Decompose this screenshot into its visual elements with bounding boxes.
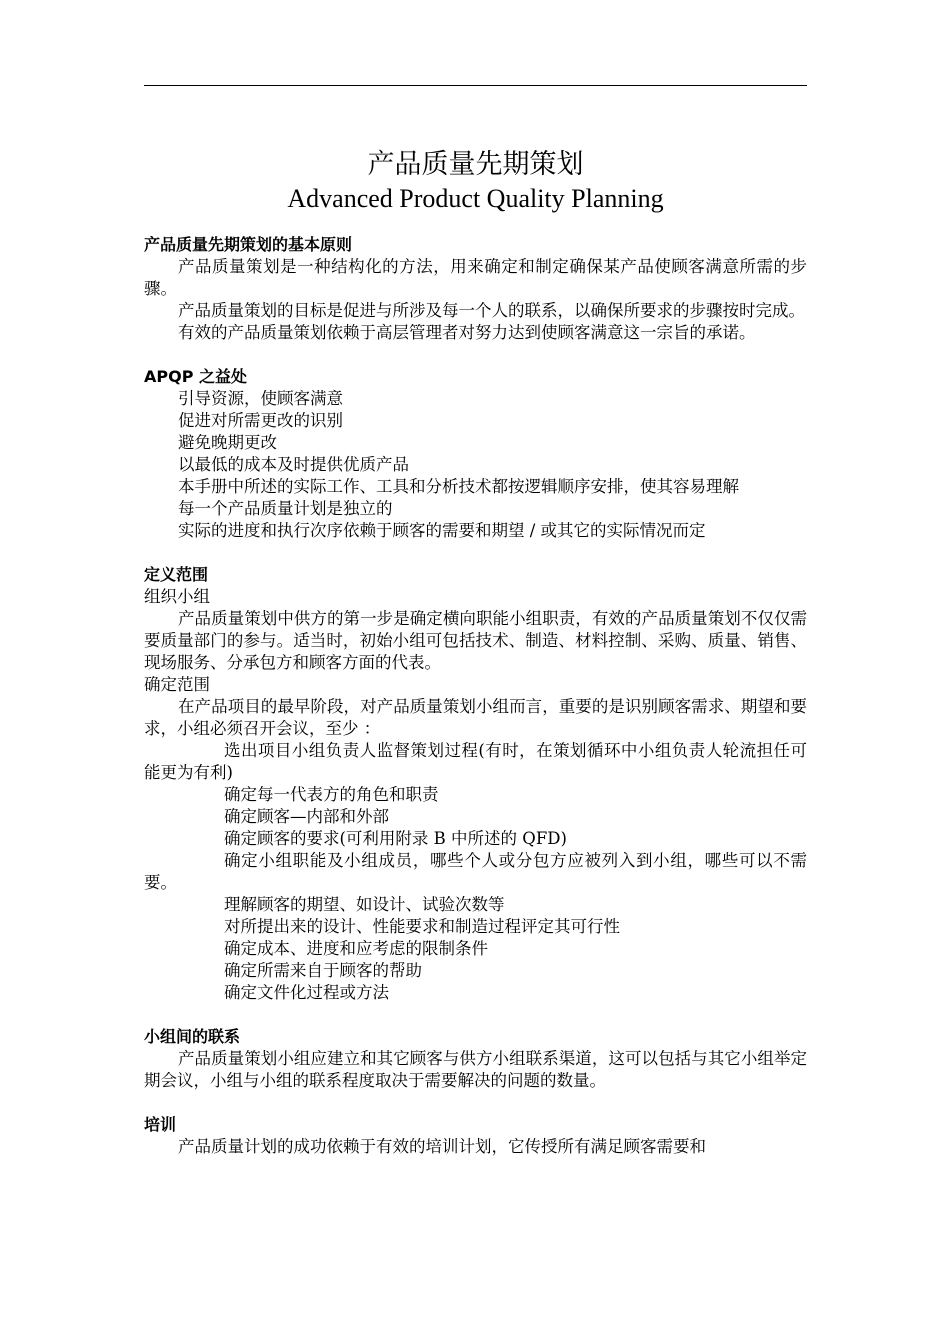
paragraph: 产品质量计划的成功依赖于有效的培训计划，它传授所有满足顾客需要和 bbox=[178, 1137, 706, 1156]
document-body bbox=[144, 234, 807, 1158]
list-item: 以最低的成本及时提供优质产品 bbox=[178, 455, 409, 474]
title-english: Advanced Product Quality Planning bbox=[287, 184, 664, 213]
paragraph: 产品质量策划的目标是促进与所涉及每一个人的联系，以确保所要求的步骤按时完成。 bbox=[178, 301, 805, 320]
section-heading-training: 培训 bbox=[144, 1115, 177, 1134]
paragraph: 产品质量策划小组应建立和其它顾客与供方小组联系渠道，这可以包括与其它小组举定期会议，小组与小组的联系程度取决于需要解决的问题的数量。 bbox=[144, 1049, 807, 1090]
paragraph: 有效的产品质量策划依赖于高层管理者对努力达到使顾客满意这一宗旨的承诺。 bbox=[178, 323, 756, 342]
list-item: 确定所需来自于顾客的帮助 bbox=[224, 961, 422, 980]
list-item: 确定顾客—内部和外部 bbox=[224, 807, 389, 826]
paragraph: 产品质量策划中供方的第一步是确定横向职能小组职责，有效的产品质量策划不仅仅需要质量部门的参与。适当时，初始小组可包括技术、制造、材料控制、采购、质量、销售、现场服务、分承包方和顾客方面的代表。 bbox=[144, 609, 807, 672]
section-heading-principles: 产品质量先期策划的基本原则 bbox=[144, 235, 353, 254]
subheading-define-scope: 确定范围 bbox=[144, 675, 210, 694]
header-rule bbox=[144, 85, 807, 86]
subheading-organize-team: 组织小组 bbox=[144, 587, 210, 606]
list-item: 每一个产品质量计划是独立的 bbox=[178, 499, 393, 518]
document-title bbox=[144, 148, 807, 216]
list-item: 理解顾客的期望、如设计、试验次数等 bbox=[224, 895, 505, 914]
section-heading-liaison: 小组间的联系 bbox=[144, 1027, 241, 1046]
list-item: 对所提出来的设计、性能要求和制造过程评定其可行性 bbox=[224, 917, 620, 936]
list-item: 避免晚期更改 bbox=[178, 433, 277, 452]
list-item: 引导资源，使顾客满意 bbox=[178, 389, 343, 408]
list-item: 选出项目小组负责人监督策划过程(有时，在策划循环中小组负责人轮流担任可能更为有利) bbox=[144, 741, 807, 782]
title-chinese: 产品质量先期策划 bbox=[367, 149, 584, 180]
paragraph: 产品质量策划是一种结构化的方法，用来确定和制定确保某产品使顾客满意所需的步骤。 bbox=[144, 257, 807, 298]
list-item: 确定文件化过程或方法 bbox=[224, 983, 389, 1002]
section-heading-benefits: APQP 之益处 bbox=[144, 367, 248, 386]
list-item: 实际的进度和执行次序依赖于顾客的需要和期望 / 或其它的实际情况而定 bbox=[178, 521, 706, 540]
list-item: 确定每一代表方的角色和职责 bbox=[224, 785, 439, 804]
list-item: 确定顾客的要求(可利用附录 B 中所述的 QFD) bbox=[224, 829, 567, 848]
list-item: 本手册中所述的实际工作、工具和分析技术都按逻辑顺序安排，使其容易理解 bbox=[178, 477, 739, 496]
list-item: 促进对所需更改的识别 bbox=[178, 411, 343, 430]
list-item: 确定成本、进度和应考虑的限制条件 bbox=[224, 939, 488, 958]
list-item: 确定小组职能及小组成员，哪些个人或分包方应被列入到小组，哪些可以不需要。 bbox=[144, 851, 807, 892]
section-heading-scope: 定义范围 bbox=[144, 565, 209, 584]
paragraph: 在产品项目的最早阶段，对产品质量策划小组而言，重要的是识别顾客需求、期望和要求，小组必须召开会议，至少 ： bbox=[144, 697, 807, 738]
